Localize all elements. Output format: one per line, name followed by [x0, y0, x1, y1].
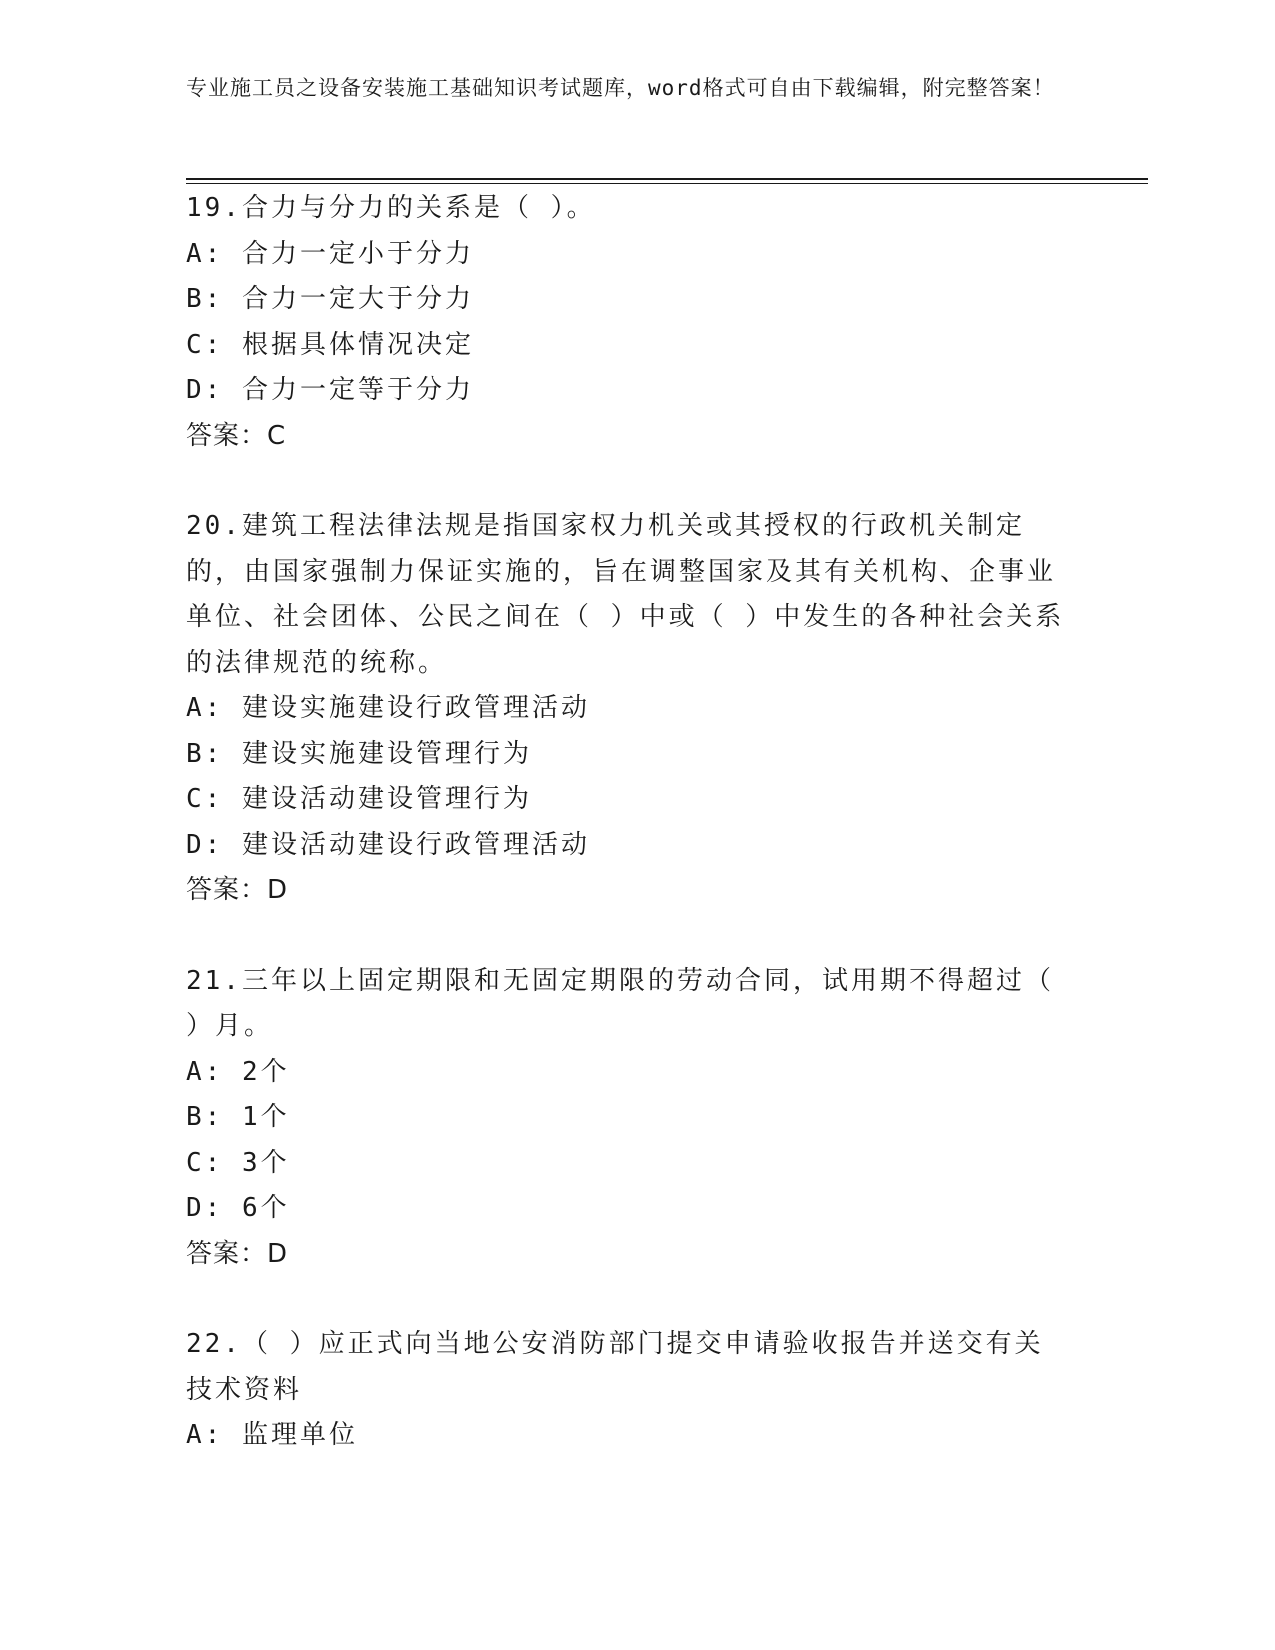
option-c: C: 根据具体情况决定 [186, 329, 474, 360]
answer-label: 答案：C [186, 420, 287, 451]
option-b: B: 合力一定大于分力 [186, 284, 474, 314]
option-c: C: 建设活动建设管理行为 [186, 784, 532, 814]
question-19 [186, 186, 1066, 459]
document-header: 专业施工员之设备安装施工基础知识考试题库，word格式可自由下载编辑，附完整答案！ [186, 76, 1055, 100]
option-c: C: 3个 [186, 1147, 290, 1178]
question-stem: 20.建筑工程法律法规是指国家权力机关或其授权的行政机关制定的，由国家强制力保证实施的，旨在调整国家及其有关机构、企事业单位、社会团体、公民之间在（ ）中或（ ）中发生的各种社会关系的法律规范的统称。 [186, 511, 1065, 678]
header-divider [186, 178, 1148, 180]
question-22 [186, 1322, 1066, 1459]
answer-label: 答案：D [186, 875, 289, 905]
question-list [186, 186, 1073, 1459]
option-a: A: 建设实施建设行政管理活动 [186, 693, 590, 723]
option-b: B: 建设实施建设管理行为 [186, 738, 532, 769]
option-a: A: 监理单位 [186, 1420, 358, 1450]
option-d: D: 建设活动建设行政管理活动 [186, 829, 590, 860]
option-a: A: 合力一定小于分力 [186, 238, 474, 269]
option-a: A: 2个 [186, 1056, 290, 1087]
option-d: D: 合力一定等于分力 [186, 375, 474, 405]
answer-label: 答案：D [186, 1238, 289, 1269]
question-stem: 19.合力与分力的关系是（ ）。 [186, 193, 596, 223]
question-21 [186, 959, 1073, 1278]
question-20 [186, 504, 1066, 914]
question-stem: 22.（ ）应正式向当地公安消防部门提交申请验收报告并送交有关技术资料 [186, 1329, 1044, 1405]
header-divider-thin [186, 183, 1148, 184]
question-stem: 21.三年以上固定期限和无固定期限的劳动合同，试用期不得超过（ ）月。 [186, 965, 1073, 1041]
option-b: B: 1个 [186, 1102, 290, 1132]
option-d: D: 6个 [186, 1193, 290, 1223]
